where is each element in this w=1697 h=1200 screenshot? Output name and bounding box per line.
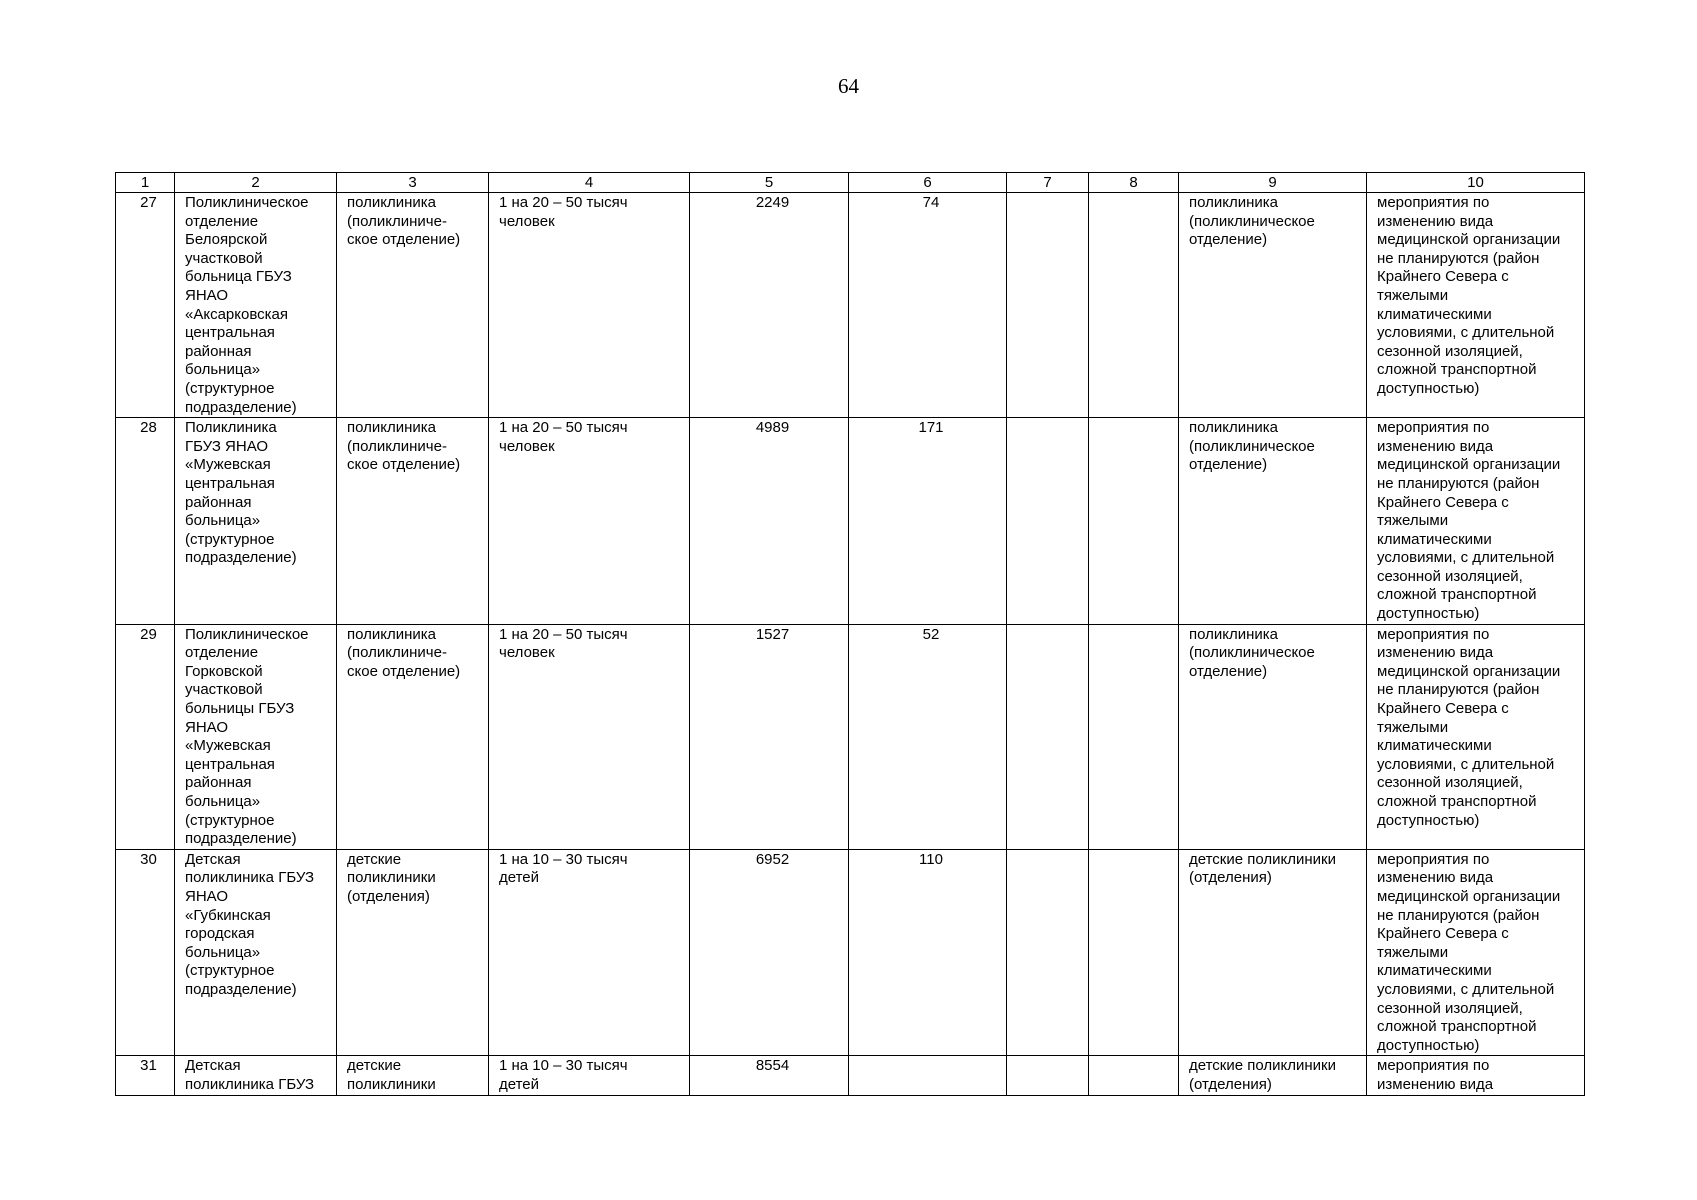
- coverage-norm: 1 на 20 – 50 тысяч человек: [489, 624, 690, 849]
- cell-col7: [1007, 193, 1089, 418]
- organization-name: Поликлиника ГБУЗ ЯНАО «Мужевская центральная районная больница» (структурное подразделение): [175, 418, 337, 625]
- organization-type: поликлиника (поликлиниче- ское отделение): [337, 418, 489, 625]
- table-row: [116, 849, 1585, 1056]
- cell-col8: [1089, 1056, 1179, 1095]
- cell-col5: 1527: [690, 624, 849, 849]
- cell-col6: 110: [849, 849, 1007, 1056]
- column-header: 4: [489, 173, 690, 193]
- cell-col9: детские поликлиники (отделения): [1179, 1056, 1367, 1095]
- cell-col6: 52: [849, 624, 1007, 849]
- table-row: [116, 624, 1585, 849]
- cell-col8: [1089, 193, 1179, 418]
- column-header: 7: [1007, 173, 1089, 193]
- cell-col6: 74: [849, 193, 1007, 418]
- column-header: 6: [849, 173, 1007, 193]
- organization-name: Детская поликлиника ГБУЗ: [175, 1056, 337, 1095]
- coverage-norm: 1 на 10 – 30 тысяч детей: [489, 1056, 690, 1095]
- column-header: 8: [1089, 173, 1179, 193]
- organization-name: Детская поликлиника ГБУЗ ЯНАО «Губкинская городская больница» (структурное подразделение): [175, 849, 337, 1056]
- cell-col7: [1007, 849, 1089, 1056]
- row-number: 28: [116, 418, 175, 625]
- cell-col8: [1089, 849, 1179, 1056]
- coverage-norm: 1 на 20 – 50 тысяч человек: [489, 418, 690, 625]
- cell-col6: 171: [849, 418, 1007, 625]
- cell-col10: мероприятия по изменению вида медицинской организации не планируются (район Крайнего Севера с тяжелыми климатическими условиями, с длительной сезонной изоляцией, сложной транспортной доступностью): [1367, 418, 1585, 625]
- row-number: 30: [116, 849, 175, 1056]
- cell-col5: 8554: [690, 1056, 849, 1095]
- cell-col8: [1089, 418, 1179, 625]
- row-number: 31: [116, 1056, 175, 1095]
- data-table: [115, 172, 1585, 1096]
- coverage-norm: 1 на 20 – 50 тысяч человек: [489, 193, 690, 418]
- cell-col9: поликлиника (поликлиническое отделение): [1179, 624, 1367, 849]
- column-header: 1: [116, 173, 175, 193]
- row-number: 27: [116, 193, 175, 418]
- cell-col6: [849, 1056, 1007, 1095]
- table-row: [116, 193, 1585, 418]
- cell-col10: мероприятия по изменению вида медицинской организации не планируются (район Крайнего Севера с тяжелыми климатическими условиями, с длительной сезонной изоляцией, сложной транспортной доступностью): [1367, 624, 1585, 849]
- cell-col10: мероприятия по изменению вида: [1367, 1056, 1585, 1095]
- cell-col5: 4989: [690, 418, 849, 625]
- table-row: [116, 1056, 1585, 1095]
- column-header: 2: [175, 173, 337, 193]
- organization-type: поликлиника (поликлиниче- ское отделение): [337, 624, 489, 849]
- cell-col7: [1007, 1056, 1089, 1095]
- cell-col9: поликлиника (поликлиническое отделение): [1179, 193, 1367, 418]
- cell-col7: [1007, 624, 1089, 849]
- page-number: 64: [838, 74, 859, 98]
- cell-col7: [1007, 418, 1089, 625]
- organization-type: детские поликлиники: [337, 1056, 489, 1095]
- table-row: [116, 418, 1585, 625]
- organization-type: поликлиника (поликлиниче- ское отделение): [337, 193, 489, 418]
- column-header: 9: [1179, 173, 1367, 193]
- cell-col8: [1089, 624, 1179, 849]
- cell-col5: 2249: [690, 193, 849, 418]
- organization-name: Поликлиническое отделение Белоярской участковой больница ГБУЗ ЯНАО «Аксарковская центральная районная больница» (структурное подразделение): [175, 193, 337, 418]
- cell-col10: мероприятия по изменению вида медицинской организации не планируются (район Крайнего Севера с тяжелыми климатическими условиями, с длительной сезонной изоляцией, сложной транспортной доступностью): [1367, 193, 1585, 418]
- organization-name: Поликлиническое отделение Горковской участковой больницы ГБУЗ ЯНАО «Мужевская центральная районная больница» (структурное подразделение): [175, 624, 337, 849]
- cell-col10: мероприятия по изменению вида медицинской организации не планируются (район Крайнего Севера с тяжелыми климатическими условиями, с длительной сезонной изоляцией, сложной транспортной доступностью): [1367, 849, 1585, 1056]
- header-row: [116, 173, 1585, 193]
- cell-col9: поликлиника (поликлиническое отделение): [1179, 418, 1367, 625]
- column-header: 10: [1367, 173, 1585, 193]
- cell-col5: 6952: [690, 849, 849, 1056]
- coverage-norm: 1 на 10 – 30 тысяч детей: [489, 849, 690, 1056]
- column-header: 3: [337, 173, 489, 193]
- row-number: 29: [116, 624, 175, 849]
- organization-type: детские поликлиники (отделения): [337, 849, 489, 1056]
- cell-col9: детские поликлиники (отделения): [1179, 849, 1367, 1056]
- column-header: 5: [690, 173, 849, 193]
